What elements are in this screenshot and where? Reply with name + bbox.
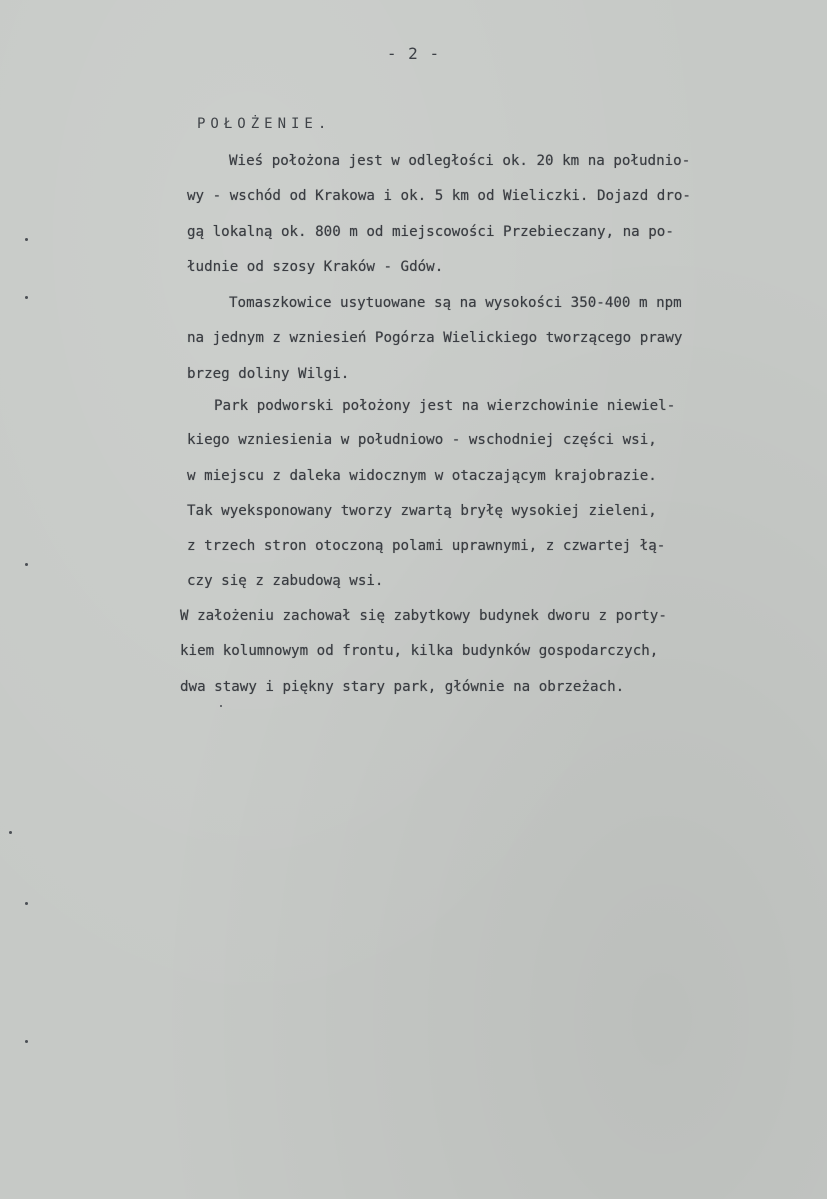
text-line: kiem kolumnowym od frontu, kilka budynków gospodarczych, [180, 643, 659, 659]
text-line: gą lokalną ok. 800 m od miejscowości Przebieczany, na po- [187, 224, 674, 240]
scan-speck [25, 563, 28, 566]
text-line: z trzech stron otoczoną polami uprawnymi, z czwartej łą- [187, 538, 666, 554]
scan-speck [25, 296, 28, 299]
scan-speck [220, 705, 222, 707]
text-line: w miejscu z daleka widocznym w otaczającym krajobrazie. [187, 468, 657, 484]
text-line: Park podworski położony jest na wierzchowinie niewiel- [214, 398, 676, 414]
text-line: wy - wschód od Krakowa i ok. 5 km od Wieliczki. Dojazd dro- [187, 188, 691, 204]
text-line: brzeg doliny Wilgi. [187, 366, 350, 382]
text-line: na jednym z wzniesień Pogórza Wielickiego tworzącego prawy [187, 330, 683, 346]
text-line: W założeniu zachował się zabytkowy budynek dworu z porty- [180, 608, 667, 624]
text-line: kiego wzniesienia w południowo - wschodniej części wsi, [187, 432, 657, 448]
text-line: Wieś położona jest w odległości ok. 20 km na południo- [229, 153, 691, 169]
scan-speck [25, 238, 28, 241]
scan-speck [25, 902, 28, 905]
page-number: - 2 - [386, 44, 441, 63]
scan-speck [9, 831, 12, 834]
text-line: Tak wyeksponowany tworzy zwartą bryłę wysokiej zieleni, [187, 503, 657, 519]
scan-speck [25, 1040, 28, 1043]
text-line: czy się z zabudową wsi. [187, 573, 384, 589]
text-line: Tomaszkowice usytuowane są na wysokości 350-400 m npm [229, 295, 682, 311]
section-heading: POŁOŻENIE. [197, 116, 332, 132]
text-line: dwa stawy i piękny stary park, głównie na obrzeżach. [180, 679, 625, 695]
text-line: łudnie od szosy Kraków - Gdów. [187, 259, 444, 275]
